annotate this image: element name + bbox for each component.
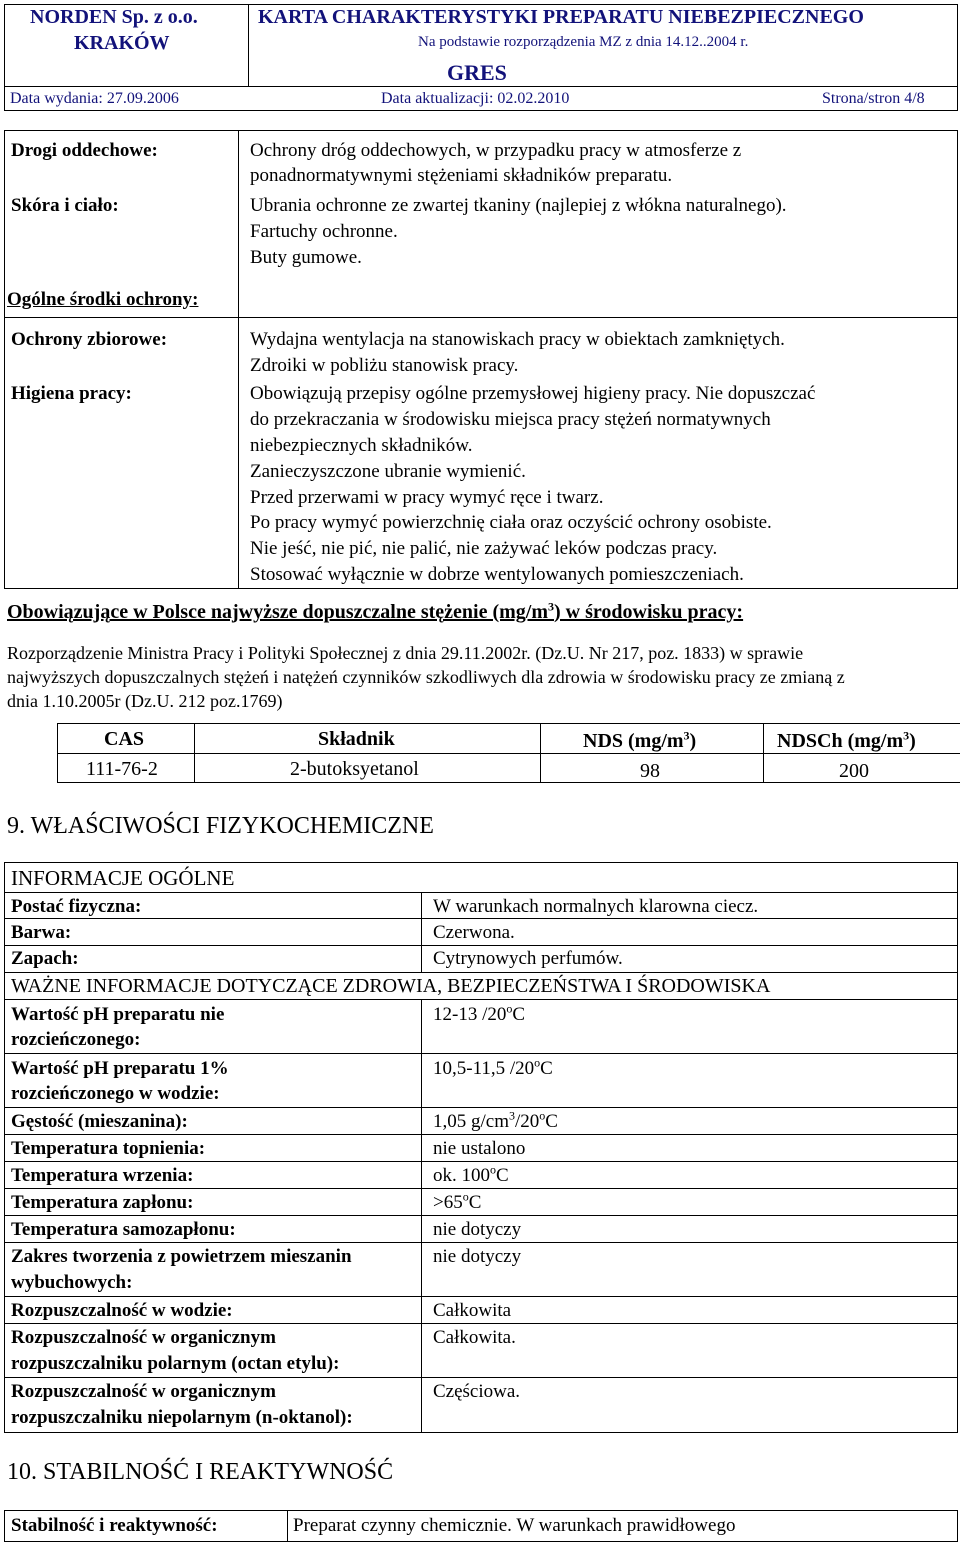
unit2: C (545, 1111, 558, 1132)
unit: C (496, 1165, 509, 1186)
td-ndsch: 200 (839, 760, 869, 782)
important-info-heading: WAŻNE INFORMACJE DOTYCZĄCE ZDROWIA, BEZPIECZEŃSTWA I ŚRODOWISKA (11, 975, 771, 997)
value-stability: Preparat czynny chemicznie. W warunkach prawidłowego (293, 1515, 736, 1536)
text-drogi-1: Ochrony dróg oddechowych, w przypadku pracy w atmosferze z (250, 140, 742, 161)
label-ph-undiluted-2: rozcieńczonego: (11, 1029, 141, 1050)
product-name: GRES (447, 60, 507, 85)
regulation-para-1: Rozporządzenie Ministra Pracy i Polityki Społecznej z dnia 29.11.2002r. (Dz.U. Nr 217, poz. 1833) w sprawie (7, 643, 804, 663)
label-nonpolar-solubility-1: Rozpuszczalność w organicznym (11, 1381, 276, 1402)
regulation-note: Na podstawie rozporządzenia MZ z dnia 14.12..2004 r. (418, 34, 749, 50)
value-boiling (433, 1164, 509, 1188)
general-info-heading: INFORMACJE OGÓLNE (11, 866, 235, 890)
exposure-heading-a: Obowiązujące w Polsce najwyższe dopuszczalne stężenie (mg/m (7, 601, 548, 623)
value-boiling-num: ok. 100 (433, 1165, 490, 1186)
value-zapach: Cytrynowych perfumów. (433, 948, 623, 969)
label-higiena-pracy: Higiena pracy: (11, 383, 132, 404)
label-flash: Temperatura zapłonu: (11, 1192, 194, 1213)
degree-sup: o (539, 1108, 546, 1123)
value-ph-undiluted-num: 12-13 /20 (433, 1004, 507, 1025)
degree-sup: o (490, 1162, 496, 1177)
label-polar-solubility-2: rozpuszczalniku polarnym (octan etylu): (11, 1353, 340, 1374)
exposure-heading-b: ) w środowisku pracy: (554, 601, 744, 623)
text-higiena-4: Zanieczyszczone ubranie wymienić. (250, 461, 526, 482)
label-explosive-1: Zakres tworzenia z powietrzem mieszanin (11, 1246, 352, 1267)
label-zapach: Zapach: (11, 948, 79, 969)
company-name: NORDEN Sp. z o.o. (30, 6, 198, 28)
th-ndsch-text: NDSCh (mg/m (777, 730, 904, 752)
text-higiena-2: do przekraczania w środowisku miejsca pracy stężeń normatywnych (250, 409, 771, 430)
company-city: KRAKÓW (74, 32, 170, 54)
td-skladnik: 2-butoksyetanol (290, 758, 419, 780)
label-melting: Temperatura topnienia: (11, 1138, 206, 1159)
label-water-solubility: Rozpuszczalność w wodzie: (11, 1300, 233, 1321)
label-ogolne-srodki: Ogólne środki ochrony: (7, 289, 199, 310)
text-skora-1: Ubrania ochronne ze zwartej tkaniny (najlepiej z włókna naturalnego). (250, 195, 787, 216)
issue-date: Data wydania: 27.09.2006 (10, 90, 179, 107)
text-higiena-1: Obowiązują przepisy ogólne przemysłowej higieny pracy. Nie dopuszczać (250, 383, 816, 404)
th-nds-text: NDS (mg/m (583, 730, 684, 752)
cube-sup: 3 (509, 1108, 515, 1123)
text-drogi-2: ponadnormatywnymi stężeniami składników preparatu. (250, 165, 673, 186)
value-ph-diluted (433, 1057, 553, 1081)
value-melting: nie ustalono (433, 1138, 526, 1159)
value-nonpolar-solubility: Częściowa. (433, 1381, 521, 1402)
unit: /20 (515, 1111, 540, 1132)
label-autoignition: Temperatura samozapłonu: (11, 1219, 236, 1240)
label-polar-solubility-1: Rozpuszczalność w organicznym (11, 1327, 276, 1348)
text-higiena-7: Nie jeść, nie pić, nie palić, nie zażywać leków podczas pracy. (250, 538, 718, 559)
label-postac: Postać fizyczna: (11, 896, 142, 917)
value-flash-num: >65 (433, 1192, 463, 1213)
section-10-title: 10. STABILNOŚĆ I REAKTYWNOŚĆ (7, 1459, 394, 1485)
text-zbiorowe-1: Wydajna wentylacja na stanowiskach pracy w obiektach zamkniętych. (250, 329, 785, 350)
th-skladnik: Składnik (318, 728, 395, 750)
label-barwa: Barwa: (11, 922, 72, 943)
th-nds-sup: 3 (683, 728, 690, 743)
label-density: Gęstość (mieszanina): (11, 1111, 188, 1132)
degree-sup: o (534, 1055, 541, 1070)
value-explosive: nie dotyczy (433, 1246, 522, 1267)
label-ochrony-zbiorowe: Ochrony zbiorowe: (11, 329, 168, 350)
exposure-heading-sup: 3 (548, 599, 554, 614)
value-autoignition: nie dotyczy (433, 1219, 522, 1240)
degree-sup: o (462, 1189, 469, 1204)
label-drogi-oddechowe: Drogi oddechowe: (11, 140, 158, 161)
text-skora-2: Fartuchy ochronne. (250, 221, 398, 242)
section-9-title: 9. WŁAŚCIWOŚCI FIZYKOCHEMICZNE (7, 813, 434, 839)
document-title: KARTA CHARAKTERYSTYKI PREPARATU NIEBEZPIECZNEGO (258, 6, 864, 28)
value-barwa: Czerwona. (433, 922, 515, 943)
text-higiena-6: Po pracy wymyć powierzchnię ciała oraz oczyścić ochrony osobiste. (250, 512, 772, 533)
label-ph-undiluted-1: Wartość pH preparatu nie (11, 1004, 225, 1025)
regulation-para-2: najwyższych dopuszczalnych stężeń i natężeń czynników szkodliwych dla zdrowia w środowisku pracy ze zmianą z (7, 667, 845, 687)
unit: C (512, 1004, 526, 1025)
th-ndsch (777, 729, 916, 753)
value-water-solubility: Całkowita (433, 1300, 512, 1321)
regulation-para-3: dnia 1.10.2005r (Dz.U. 212 poz.1769) (7, 691, 283, 711)
label-stability: Stabilność i reaktywność: (11, 1515, 218, 1536)
text-higiena-5: Przed przerwami w pracy wymyć ręce i twarz. (250, 487, 604, 508)
exposure-heading (7, 600, 743, 624)
text-higiena-8: Stosować wyłącznie w dobrze wentylowanych pomieszczeniach. (250, 564, 744, 585)
td-cas: 111-76-2 (86, 758, 158, 780)
value-postac: W warunkach normalnych klarowna ciecz. (433, 896, 759, 917)
label-explosive-2: wybuchowych: (11, 1272, 133, 1293)
value-ph-undiluted (433, 1003, 525, 1027)
value-flash (433, 1191, 481, 1215)
value-ph-diluted-num: 10,5-11,5 /20 (433, 1058, 535, 1079)
th-cas: CAS (104, 728, 145, 750)
label-boiling: Temperatura wrzenia: (11, 1165, 194, 1186)
th-ndsch-end: ) (909, 730, 916, 752)
value-density-num: 1,05 g/cm (433, 1111, 509, 1132)
text-higiena-3: niebezpiecznych składników. (250, 435, 473, 456)
th-nds-end: ) (689, 730, 697, 752)
label-nonpolar-solubility-2: rozpuszczalniku niepolarnym (n-oktanol): (11, 1407, 353, 1428)
label-skora-i-cialo: Skóra i ciało: (11, 195, 119, 216)
th-ndsch-sup: 3 (903, 728, 910, 743)
unit: C (468, 1192, 482, 1213)
text-skora-3: Buty gumowe. (250, 247, 362, 268)
degree-sup: o (506, 1001, 513, 1016)
th-nds (583, 729, 696, 753)
label-ph-diluted-2: rozcieńczonego w wodzie: (11, 1083, 220, 1104)
text-zbiorowe-2: Zdroiki w pobliżu stanowisk pracy. (250, 355, 519, 376)
page-number: Strona/stron 4/8 (822, 90, 925, 107)
td-nds: 98 (640, 760, 660, 782)
value-polar-solubility: Całkowita. (433, 1327, 516, 1348)
label-ph-diluted-1: Wartość pH preparatu 1% (11, 1058, 229, 1079)
unit: C (540, 1058, 553, 1079)
value-density (433, 1110, 558, 1134)
update-date: Data aktualizacji: 02.02.2010 (381, 90, 570, 107)
